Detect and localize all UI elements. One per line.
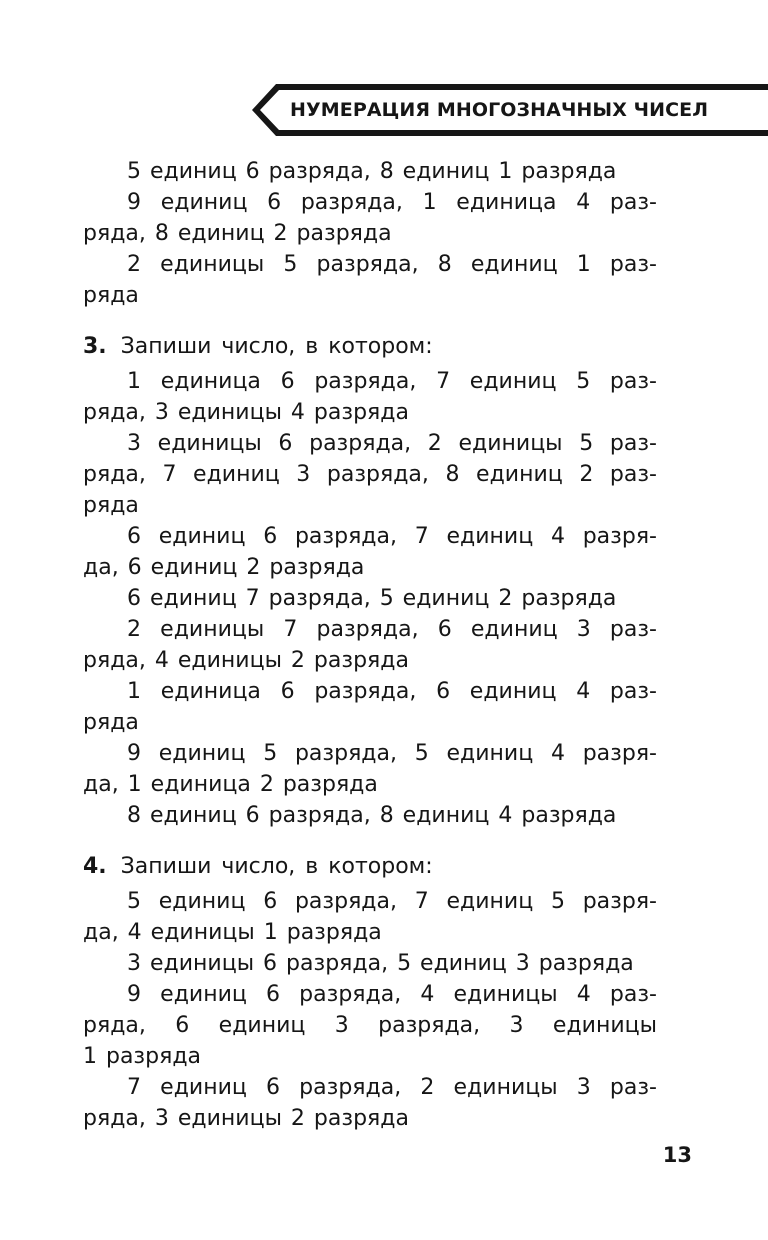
text-line: 5 единиц 6 разряда, 7 единиц 5 разря- [127,889,657,914]
text-line: ряда [83,710,139,735]
exercise-item [83,156,657,187]
task-3-items [83,366,657,831]
text-line: 6 единиц 7 разряда, 5 единиц 2 разряда [127,586,617,611]
running-header [0,84,768,136]
text-line: ряда, 7 единиц 3 разряда, 8 единиц 2 раз- [83,462,657,487]
text-line: ряда, 4 единицы 2 разряда [83,648,409,673]
exercise-item [83,428,657,521]
text-line: 6 единиц 6 разряда, 7 единиц 4 разря- [127,524,657,549]
text-line: 1 разряда [83,1044,202,1069]
exercise-item [83,1072,657,1134]
exercise-item [83,676,657,738]
text-line: 9 единиц 5 разряда, 5 единиц 4 разря- [127,741,657,766]
task-4-number: 4. [83,854,107,879]
text-line: да, 6 единиц 2 разряда [83,555,365,580]
page-number: 13 [662,1143,692,1167]
exercise-item [83,979,657,1072]
text-line: 3 единицы 6 разряда, 5 единиц 3 разряда [127,951,634,976]
text-line: 5 единиц 6 разряда, 8 единиц 1 разряда [127,159,617,184]
text-line: 1 единица 6 разряда, 6 единиц 4 раз- [127,679,657,704]
text-line: 2 единицы 7 разряда, 6 единиц 3 раз- [127,617,657,642]
text-line: ряда [83,493,139,518]
text-line: да, 1 единица 2 разряда [83,772,378,797]
exercise-item [83,738,657,800]
task-4-items [83,886,657,1134]
section-title: НУМЕРАЦИЯ МНОГОЗНАЧНЫХ ЧИСЕЛ [290,99,709,121]
exercise-item [83,366,657,428]
exercise-item [83,583,657,614]
task-4-prompt: Запиши число, в котором: [120,854,433,879]
text-line: 7 единиц 6 разряда, 2 единицы 3 раз- [127,1075,657,1100]
text-line: да, 4 единицы 1 разряда [83,920,382,945]
text-line: ряда, 6 единиц 3 разряда, 3 единицы [83,1013,657,1038]
exercise-item [83,249,657,311]
exercise-item [83,521,657,583]
exercise-item [83,886,657,948]
task-3-number: 3. [83,334,107,359]
task-3-prompt: Запиши число, в котором: [120,334,433,359]
text-line: ряда, 3 единицы 4 разряда [83,400,409,425]
task-4-heading [83,851,657,882]
text-line: ряда, 3 единицы 2 разряда [83,1106,409,1131]
task-3-heading [83,331,657,362]
text-line: 9 единиц 6 разряда, 1 единица 4 раз- [127,190,657,215]
exercise-item [83,800,657,831]
exercise-item [83,187,657,249]
exercise-item [83,948,657,979]
text-line: 2 единицы 5 разряда, 8 единиц 1 раз- [127,252,657,277]
exercise-item [83,614,657,676]
text-line: 9 единиц 6 разряда, 4 единицы 4 раз- [127,982,657,1007]
text-line: 8 единиц 6 разряда, 8 единиц 4 разряда [127,803,617,828]
intro-items [83,156,657,311]
text-line: ряда, 8 единиц 2 разряда [83,221,392,246]
text-line: 1 единица 6 разряда, 7 единиц 5 раз- [127,369,657,394]
text-line: 3 единицы 6 разряда, 2 единицы 5 раз- [127,431,657,456]
text-line: ряда [83,283,139,308]
page-body [83,156,657,1134]
